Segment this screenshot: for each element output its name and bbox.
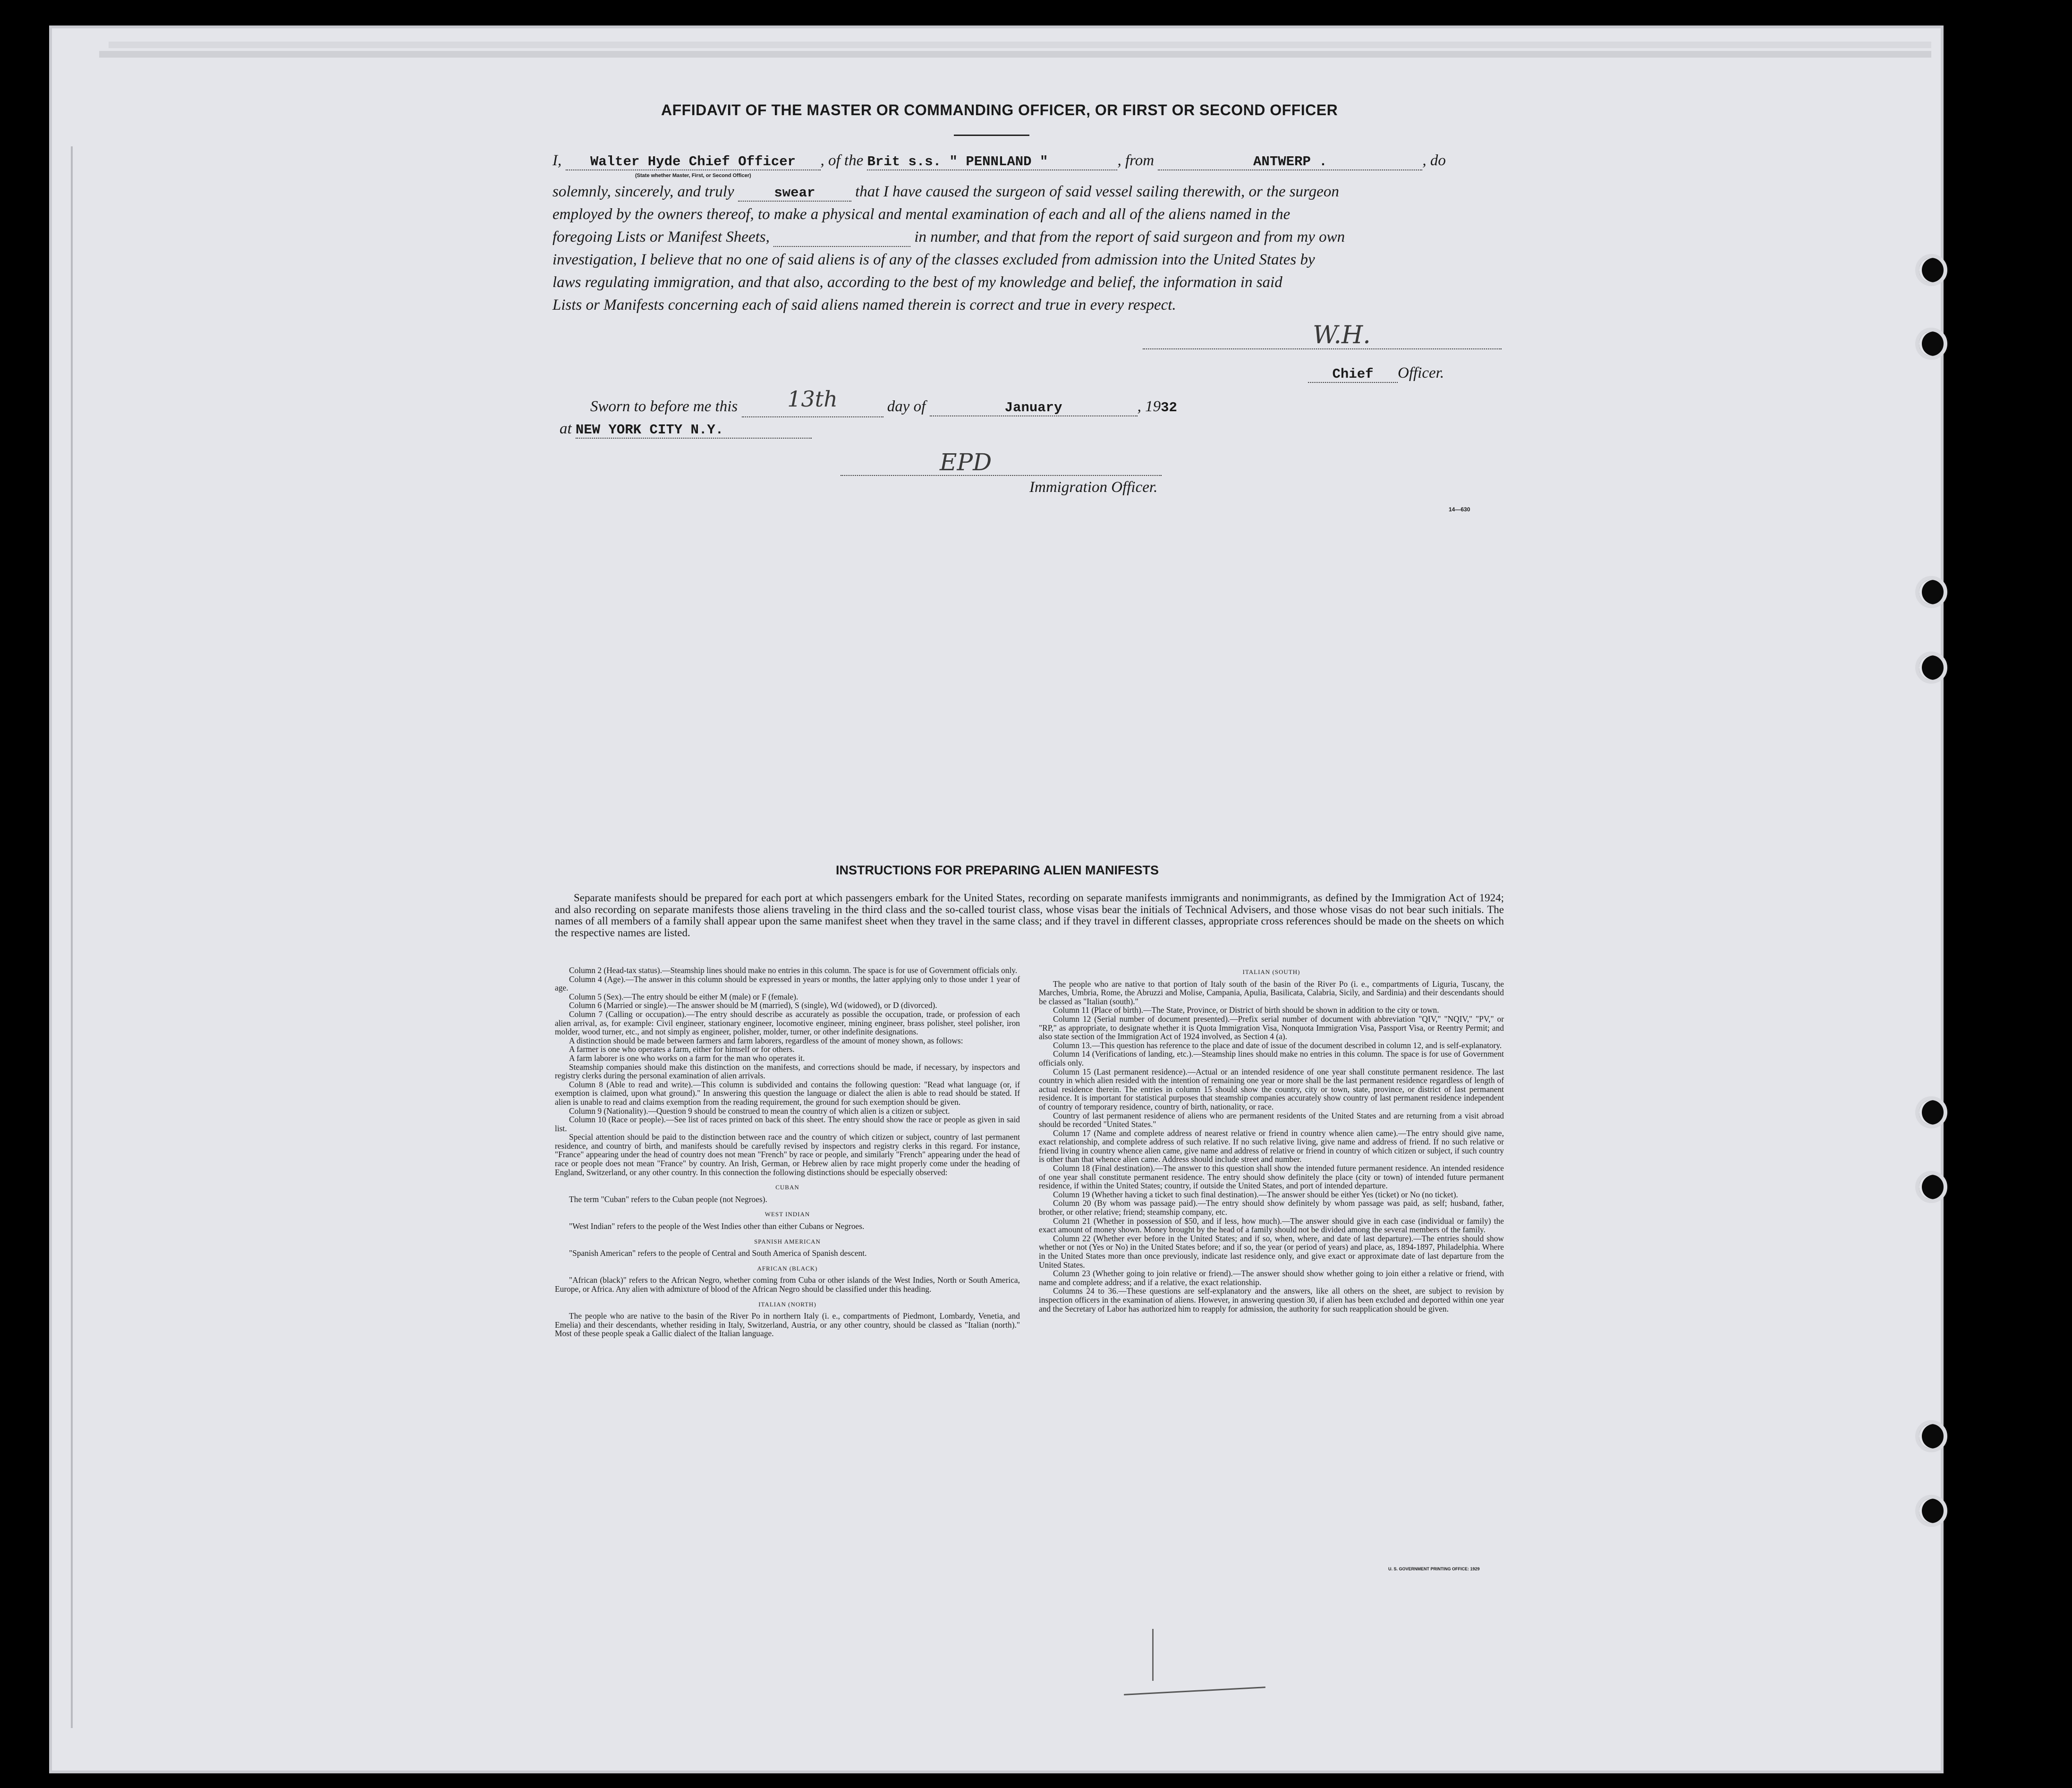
- instruction-paragraph: Column 5 (Sex).—The entry should be either M (male) or F (female).: [569, 991, 798, 1001]
- instruction-paragraph: Column 17 (Name and complete address of nearest relative or friend in country whence alien came).—The entry should give name, exact relationship, and complete address of such relative. If no such relative living, give name and address of friend. If no such relative or friend living in country whence alien came, give name and address of relative or friend in country of which citizen or subject, if such country is other than that whence alien came. Address should include street and number.: [1039, 1128, 1504, 1164]
- binder-hole-icon: [1915, 1495, 1947, 1527]
- vessel-field: [867, 152, 1117, 170]
- affidavit-text: solemnly, sincerely, and truly: [552, 183, 734, 200]
- sworn-line: [590, 386, 1177, 417]
- affidavit-line-1: [552, 152, 1446, 170]
- instructions-intro: Separate manifests should be prepared for each port at which passengers embark for the United States, recording on separate manifests immigrants and nonimmigrants, as defined by the Immigration Act of 1924; and also recording on separate manifests those aliens traveling in the third class and the so-called tourist class, whose visas bear the initials of Technical Advisers, and those whose visas do not bear such initials. The names of all members of a family shall appear upon the same manifest sheet when they travel in the same class; and if they travel in different classes, appropriate cross references should be made on the sheets on which the respective names are listed.: [555, 892, 1504, 939]
- instruction-paragraph: "African (black)" refers to the African Negro, whether coming from Cuba or other islands of the West Indies, North or South America, Europe, or Africa. Any alien with admixture of blood of the African Negro should be classified under this heading.: [555, 1275, 1020, 1294]
- affidavit-text: in number, and that from the report of said surgeon and from my own: [914, 229, 1345, 246]
- affidavit-line-5: investigation, I believe that no one of said aliens is of any of the classes excluded from admission into the United States by: [552, 251, 1315, 268]
- instruction-paragraph: Column 13.—This question has reference to the place and date of issue of the document described in column 12, and is self-explanatory.: [1053, 1040, 1502, 1050]
- printing-office-note: U. S. GOVERNMENT PRINTING OFFICE: 1929: [1388, 1567, 1480, 1571]
- sworn-place-field: [576, 420, 812, 439]
- officer-name-field: [566, 152, 821, 170]
- instruction-paragraph: Column 2 (Head-tax status).—Steamship lines should make no entries in this column. The space is for use of Government officials only.: [569, 966, 1018, 975]
- instruction-paragraph: Column 4 (Age).—The answer in this column should be expressed in years or months, the latter applying only to those under 1 year of age.: [555, 974, 1020, 993]
- section-heading: ITALIAN (SOUTH): [1242, 968, 1300, 975]
- sworn-year-value: 32: [1161, 400, 1177, 415]
- instruction-paragraph: Column 20 (By whom was passage paid).—The entry should show definitely by whom passage was paid, as self; husband, father, brother, or other relative; friend; steamship company, etc.: [1039, 1198, 1504, 1217]
- instruction-paragraph: "West Indian" refers to the people of the West Indies other than either Cubans or Negroes.: [569, 1221, 865, 1231]
- instruction-paragraph: Column 19 (Whether having a ticket to such final destination).—The answer should be either Yes (ticket) or No (no ticket).: [1053, 1189, 1458, 1199]
- sworn-day-field: [742, 386, 883, 417]
- binder-hole-icon: [1915, 1096, 1947, 1128]
- oath-value: swear: [774, 185, 815, 201]
- rank-note: (State whether Master, First, or Second Officer): [635, 173, 751, 178]
- affidavit-line-3: employed by the owners thereof, to make a physical and mental examination of each and all of the aliens named in the: [552, 206, 1291, 223]
- section-heading: AFRICAN (BLACK): [757, 1264, 818, 1272]
- instruction-paragraph: A farm laborer is one who works on a farm for the man who operates it.: [569, 1053, 805, 1063]
- immigration-officer-label: Immigration Officer.: [1029, 479, 1158, 496]
- affidavit-text: , 19: [1137, 398, 1161, 415]
- section-heading: ITALIAN (NORTH): [758, 1300, 816, 1308]
- affidavit-text: , from: [1117, 152, 1155, 169]
- instruction-paragraph: A distinction should be made between farmers and farm laborers, regardless of the amount of money shown, as follows:: [569, 1035, 963, 1045]
- instruction-paragraph: Column 9 (Nationality).—Question 9 should be construed to mean the country of which alien is a citizen or subject.: [569, 1106, 950, 1116]
- instruction-paragraph: Column 6 (Married or single).—The answer should be M (married), S (single), Wd (widowed), or D (divorced).: [569, 1000, 937, 1010]
- instructions-left-column: [555, 966, 1020, 1338]
- instruction-paragraph: The term "Cuban" refers to the Cuban people (not Negroes).: [569, 1194, 767, 1204]
- instruction-paragraph: Country of last permanent residence of aliens who are permanent residents of the United States and are returning from a visit abroad should be recorded "United States.": [1039, 1110, 1504, 1129]
- affidavit-text: I,: [552, 152, 562, 169]
- sworn-month-value: January: [1004, 400, 1062, 415]
- sworn-place-line: [560, 420, 812, 439]
- binder-hole-icon: [1915, 576, 1947, 608]
- binder-hole-icon: [1915, 1171, 1947, 1203]
- affidavit-line-6: laws regulating immigration, and that also, according to the best of my knowledge and belief, the information in said: [552, 274, 1282, 291]
- affidavit-text: , of the: [820, 152, 864, 169]
- instruction-paragraph: The people who are native to that portion of Italy south of the basin of the River Po (i. e., compartments of Liguria, Tuscany, the Marches, Umbria, Rome, the Abruzzi and Molise, Campania, Apulia, Basilicata, Calabria, Sicily, and Sardinia) and their descendants should be classed as "Italian (south).": [1039, 979, 1504, 1006]
- oath-field: [738, 183, 851, 202]
- affidavit-text: foregoing Lists or Manifest Sheets,: [552, 229, 770, 246]
- instruction-paragraph: Column 15 (Last permanent residence).—Actual or an intended residence of one year shall constitute permanent residence. The last country in which alien resided with the intention of remaining one year or more shall be the last permanent residence regardless of length of actual residence therein. The entries in column 15 should show the country, city or town, state, province, or district of last permanent residence. It is important for statistical purposes that steamship companies accurately show country of last permanent residence independent of country of temporary residence, country of birth, nationality, or race.: [1039, 1067, 1504, 1111]
- immigration-officer-signature: EPD: [940, 449, 992, 476]
- instruction-paragraph: A farmer is one who operates a farm, either for himself or for others.: [569, 1044, 795, 1054]
- signature-line: [841, 475, 1162, 476]
- affidavit-text: Officer.: [1398, 364, 1444, 381]
- form-number: 14—630: [1449, 506, 1470, 513]
- binder-hole-icon: [1915, 328, 1947, 360]
- sworn-day-value: 13th: [787, 386, 838, 412]
- instructions-title: INSTRUCTIONS FOR PREPARING ALIEN MANIFESTS: [836, 863, 1159, 877]
- officer-rank-field: [1308, 364, 1398, 383]
- count-field: [773, 229, 910, 247]
- instruction-paragraph: The people who are native to the basin of the River Po in northern Italy (i. e., compartments of Piedmont, Lombardy, Venetia, and Emelia) and their descendants, whether residing in Italy, Switzerland, Austria, or any other country, should be classed as "Italian (north)." Most of these people speak a Gallic dialect of the Italian language.: [555, 1311, 1020, 1339]
- pencil-mark: [1152, 1629, 1154, 1681]
- instruction-paragraph: Column 12 (Serial number of document presented).—Prefix serial number of document with abbreviation "QIV," "NQIV," "PV," or "RP," as appropriate, to designate whether it is Quota Immigration Visa, Nonquota Immigration Visa, Passport Visa, or Reentry Permit; and also state section of the Immigration Act of 1924 involved, as Section 4 (a).: [1039, 1014, 1504, 1042]
- officer-rank-value: Chief: [1332, 366, 1374, 382]
- section-heading: SPANISH AMERICAN: [754, 1237, 821, 1245]
- instruction-paragraph: Column 21 (Whether in possession of $50, and if less, how much).—The answer should give in each case (individual or family) the exact amount of money shown. Money brought by the head of a family should not be divided among the several members of the family.: [1039, 1216, 1504, 1235]
- officer-name-value: Walter Hyde Chief Officer: [590, 154, 796, 169]
- affidavit-line-2: [552, 183, 1339, 202]
- affidavit-line-7: Lists or Manifests concerning each of said aliens named therein is correct and true in every respect.: [552, 297, 1176, 314]
- sworn-month-field: [930, 398, 1138, 416]
- instructions-right-column: [1039, 966, 1504, 1313]
- section-heading: CUBAN: [775, 1184, 799, 1191]
- instruction-paragraph: Column 14 (Verifications of landing, etc.).—Steamship lines should make no entries in this column. The space is for use of Government officials only.: [1039, 1049, 1504, 1068]
- affidavit-text: at: [560, 420, 572, 437]
- instruction-paragraph: Column 18 (Final destination).—The answer to this question shall show the intended future permanent residence. An intended residence of one year shall constitute permanent residence. The entry should show definitely the place (city or town) of intended future permanent residence, if within the United States; country, if outside the United States, and port of intended departure.: [1039, 1163, 1504, 1191]
- affidavit-text: that I have caused the surgeon of said vessel sailing therewith, or the surgeon: [855, 183, 1339, 200]
- officer-signature: W.H.: [1313, 321, 1371, 349]
- instruction-paragraph: Columns 24 to 36.—These questions are self-explanatory and the answers, like all others on the sheet, are subject to revision by inspection officers in the examination of aliens. However, in answering question 30, if alien has been excluded and deported within one year and the Secretary of Labor has authorized him to reapply for admission, the authority for such reapplication should be given.: [1039, 1286, 1504, 1313]
- stacked-page-edge: [99, 51, 1931, 58]
- stacked-page-edge: [109, 42, 1931, 48]
- instruction-paragraph: Column 10 (Race or people).—See list of races printed on back of this sheet. The entry should show the race or people as given in said list.: [555, 1115, 1020, 1133]
- instruction-paragraph: Column 8 (Able to read and write).—This column is subdivided and contains the following question: "Read what language (or, if exemption is claimed, upon what ground)." In answering this question the language or dialect the alien is able to read should be stated. If alien is unable to read and claims exemption from the reading requirement, the ground for such exemption should be given.: [555, 1079, 1020, 1107]
- section-heading: WEST INDIAN: [764, 1211, 810, 1218]
- affidavit-text: Sworn to before me this: [590, 398, 738, 415]
- title-rule: [954, 135, 1029, 136]
- instruction-paragraph: Special attention should be paid to the distinction between race and the country of which citizen or subject, country of last permanent residence, and country of birth, and manifests should be carefully revised by inspectors and registry clerks in this regard. For instance, "France" appearing under the head of country does not mean "French" by race or people, and similarly "French" appearing under the head of race or people does not mean "France" by country. An Irish, German, or Hebrew alien by race might properly come under the heading of England, Switzerland, or any other country. In this connection the following distinctions should be especially observed:: [555, 1132, 1020, 1177]
- affidavit-title: AFFIDAVIT OF THE MASTER OR COMMANDING OFFICER, OR FIRST OR SECOND OFFICER: [661, 102, 1338, 119]
- instruction-paragraph: Column 23 (Whether going to join relative or friend).—The answer should show whether going to join either a relative or friend, with name and complete address; and if a relative, the exact relationship.: [1039, 1269, 1504, 1287]
- instruction-paragraph: Steamship companies should make this distinction on the manifests, and corrections should be made, if necessary, by inspectors and registry clerks during the personal examination of alien arrivals.: [555, 1062, 1020, 1081]
- port-value: ANTWERP .: [1253, 154, 1327, 169]
- binder-hole-icon: [1915, 254, 1947, 286]
- binder-hole-icon: [1915, 652, 1947, 684]
- sworn-place-value: NEW YORK CITY N.Y.: [575, 422, 724, 438]
- affidavit-text: day of: [887, 398, 926, 415]
- officer-rank-line: [1308, 364, 1444, 383]
- instruction-paragraph: Column 11 (Place of birth).—The State, Province, or District of birth should be shown in addition to the city or town.: [1053, 1005, 1439, 1015]
- affidavit-text: , do: [1422, 152, 1446, 169]
- signature-line: [1143, 348, 1502, 349]
- instruction-paragraph: Column 7 (Calling or occupation).—The entry should describe as accurately as possible the occupation, trade, or profession of each alien arrival, as, for example: Civil engineer, stationary engineer, locomotive engineer, mining engineer, brass polisher, steel polisher, iron molder, wood turner, etc., and not simply as engineer, polisher, molder, turner, or other indefinite designations.: [555, 1009, 1020, 1037]
- affidavit-line-4: [552, 229, 1345, 247]
- vessel-value: Brit s.s. " PENNLAND ": [867, 154, 1048, 169]
- instruction-paragraph: Column 22 (Whether ever before in the United States; and if so, when, where, and date of last departure).—The entries should show whether or not (Yes or No) in the United States before; and if so, the year (or period of years) and place, as, 1894-1897, Philadelphia. Where in the United States more than once previously, indicate last residence only, and give exact or approximate date of last departure from the United States.: [1039, 1233, 1504, 1270]
- port-field: [1158, 152, 1422, 170]
- instruction-paragraph: "Spanish American" refers to the people of Central and South America of Spanish descent.: [569, 1248, 867, 1258]
- binder-hole-icon: [1915, 1420, 1947, 1452]
- page-fold: [71, 146, 73, 1728]
